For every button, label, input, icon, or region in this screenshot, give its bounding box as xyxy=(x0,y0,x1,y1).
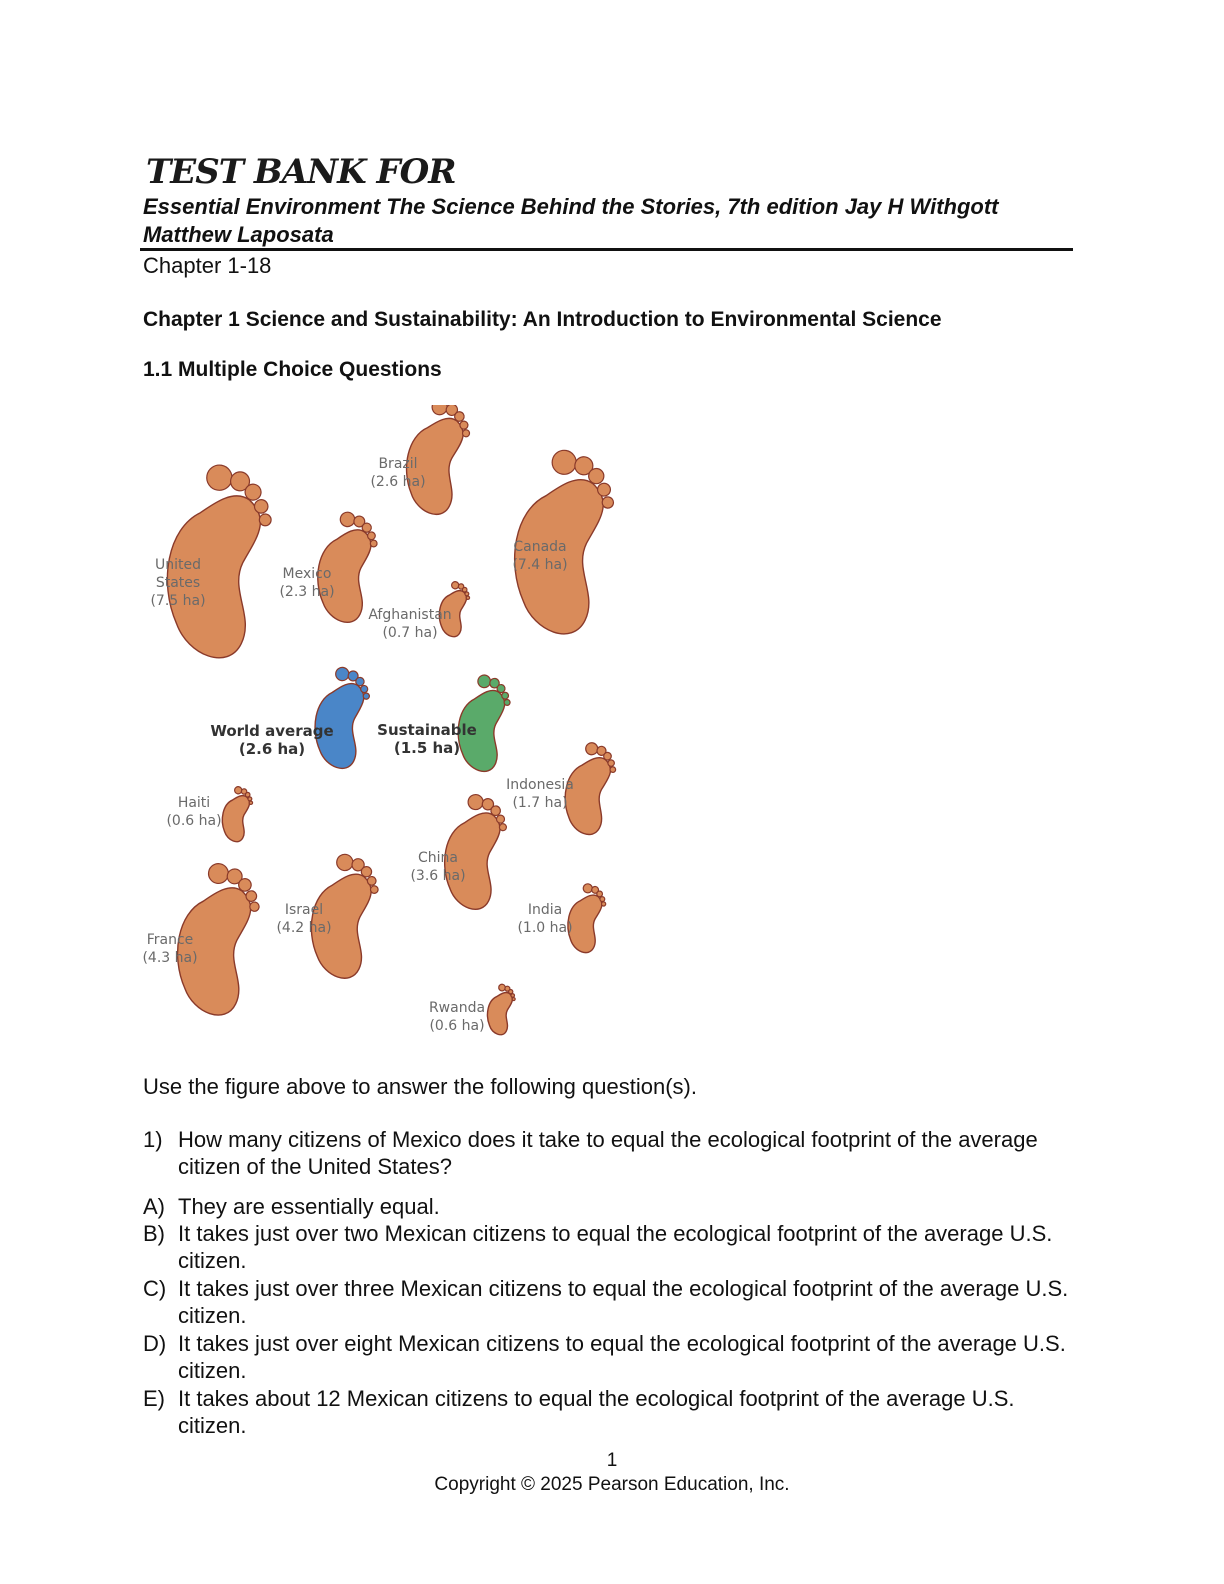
footprint-icon xyxy=(483,982,517,1036)
choice-letter: A) xyxy=(143,1194,165,1219)
footprint-icon xyxy=(562,881,609,954)
choice-letter: B) xyxy=(143,1221,165,1246)
footprint-value-label: (0.6 ha) xyxy=(166,813,222,829)
footprint-country-label: States xyxy=(155,575,201,591)
footprint-value-label: (3.6 ha) xyxy=(410,868,466,884)
ecological-footprint-figure xyxy=(130,405,630,1055)
footprint-value-label: (1.0 ha) xyxy=(517,920,573,936)
section-heading: 1.1 Multiple Choice Questions xyxy=(143,358,442,381)
footprint-country-label: Sustainable xyxy=(377,721,477,739)
footprint-value-label: (1.7 ha) xyxy=(512,795,568,811)
question-number: 1) xyxy=(143,1127,163,1152)
header-divider xyxy=(140,248,1073,251)
question-text: How many citizens of Mexico does it take to equal the ecological footprint of the average citizen of the United States? xyxy=(178,1127,1038,1179)
chapter-heading: Chapter 1 Science and Sustainability: An Introduction to Environmental Science xyxy=(143,308,942,331)
chapter-range: Chapter 1-18 xyxy=(143,253,272,278)
footprint-value-label: (2.6 ha) xyxy=(238,740,306,758)
footprint-value-label: (2.3 ha) xyxy=(279,584,335,600)
footprint-value-label: (0.6 ha) xyxy=(429,1018,485,1034)
footprint-country-label: Brazil xyxy=(378,456,418,472)
footprint-value-label: (7.5 ha) xyxy=(150,593,206,609)
page-number: 1 xyxy=(606,1450,618,1471)
footprint-value-label: (7.4 ha) xyxy=(512,557,568,573)
footprint-country-label: China xyxy=(418,850,458,866)
choice-text: It takes just over three Mexican citizens to equal the ecological footprint of the average U.S. citizen. xyxy=(178,1276,1069,1328)
test-bank-title: TEST BANK FOR xyxy=(146,152,456,192)
footprint-country-label: Canada xyxy=(513,539,567,555)
footprint-country-label: Afghanistan xyxy=(368,607,452,623)
footprint-value-label: (1.5 ha) xyxy=(393,739,461,757)
footprint-country-label: India xyxy=(527,902,563,918)
footprint-country-label: World average xyxy=(210,722,334,740)
choice-text: It takes about 12 Mexican citizens to equal the ecological footprint of the average U.S. citizen. xyxy=(178,1386,1015,1438)
footprint-country-label: United xyxy=(155,557,201,573)
footprint-illustration xyxy=(130,405,630,1055)
footprint-value-label: (2.6 ha) xyxy=(370,474,426,490)
footprint-icon xyxy=(218,785,255,844)
footprint-country-label: Rwanda xyxy=(428,1000,486,1016)
choice-letter: D) xyxy=(143,1331,167,1356)
choice-text: They are essentially equal. xyxy=(178,1194,440,1219)
copyright-notice: Copyright © 2025 Pearson Education, Inc. xyxy=(434,1474,790,1495)
footprint-value-label: (0.7 ha) xyxy=(382,625,438,641)
choice-text: It takes just over two Mexican citizens to equal the ecological footprint of the average U.S. citizen. xyxy=(178,1221,1053,1273)
footprint-country-label: France xyxy=(146,932,194,948)
figure-instruction: Use the figure above to answer the following question(s). xyxy=(143,1074,697,1099)
footprint-country-label: Israel xyxy=(284,902,324,918)
choice-letter: E) xyxy=(143,1386,165,1411)
footprint-country-label: Indonesia xyxy=(506,777,574,793)
footprint-value-label: (4.2 ha) xyxy=(276,920,332,936)
choice-text: It takes just over eight Mexican citizens to equal the ecological footprint of the average U.S. citizen. xyxy=(178,1331,1066,1383)
footprint-value-label: (4.3 ha) xyxy=(142,950,198,966)
choice-letter: C) xyxy=(143,1276,167,1301)
footprint-icon xyxy=(308,664,374,771)
book-title: Essential Environment The Science Behind the Stories, 7th edition Jay H Withgott Matthew Laposata xyxy=(143,194,999,247)
footprint-country-label: Haiti xyxy=(177,795,211,811)
footprint-country-label: Mexico xyxy=(282,566,332,582)
